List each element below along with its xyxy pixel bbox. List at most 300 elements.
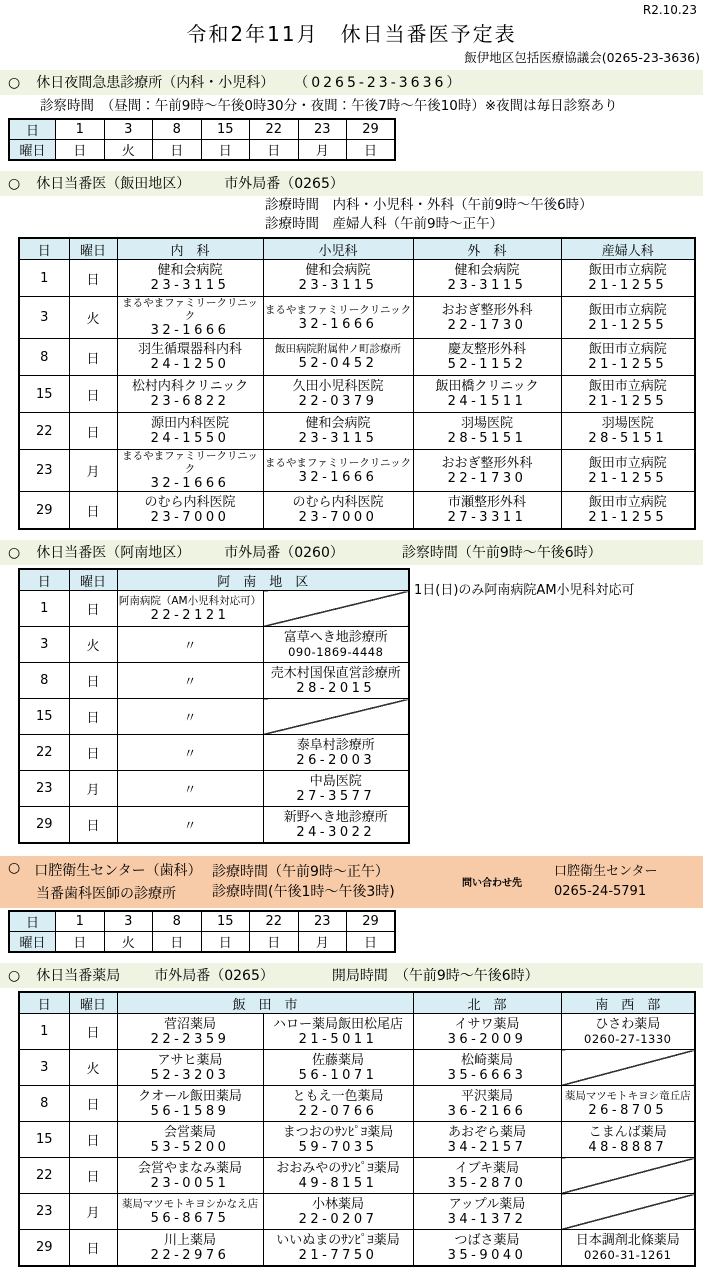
pharmacy-heading: 休日当番薬局 [36,968,121,984]
provider-phone: 27-3311 [447,510,527,525]
col-header-southwest-area: 南 西 部 [561,992,695,1014]
provider-phone: 0260-31-1261 [584,1247,672,1262]
provider-phone: 36-2166 [447,1103,527,1119]
calendar-weekday-cell: 日 [250,932,299,953]
provider-cell [561,297,695,339]
weekday-cell: 日 [69,1122,117,1158]
provider-cell [561,413,695,450]
day-cell: 22 [19,1158,69,1194]
weekday-cell: 日 [69,492,117,530]
table-row [19,699,409,735]
provider-name: 松崎薬局 [461,1052,514,1068]
table-row [19,627,409,663]
provider-phone: 35-6663 [447,1067,527,1083]
provider-phone: 52-0452 [298,356,378,371]
provider-phone: 35-9040 [447,1247,527,1263]
provider-cell [263,1014,413,1050]
provider-name: 慶友整形外科 [447,342,526,357]
weekday-cell: 火 [69,627,117,663]
calendar-day-cell: 15 [201,119,250,140]
ditto-cell: 〃 [117,807,263,844]
day-cell: 1 [19,1014,69,1050]
provider-name: クオール飯田薬局 [138,1088,242,1104]
anan-heading-band [0,540,703,565]
provider-cell [413,260,561,297]
table-row [19,1230,695,1267]
calendar-weekday-cell: 日 [347,140,396,161]
provider-phone: 22-1730 [447,470,527,486]
provider-phone: 48-8887 [588,1139,668,1155]
col-header-weekday: 曜日 [69,992,117,1014]
provider-name: 羽場医院 [601,416,654,431]
provider-name: まつおのｻﾝﾋﾟﾖ薬局 [282,1124,394,1140]
provider-phone: 49-8151 [298,1175,378,1191]
day-cell: 23 [19,450,69,492]
day-cell: 15 [19,376,69,413]
revision-date: R2.10.23 [642,3,697,17]
provider-name: 富草へき地診療所 [283,629,388,645]
calendar-weekday-cell: 日 [56,932,105,953]
col-header-day: 日 [19,238,69,260]
provider-phone: 26-2003 [296,752,376,768]
provider-name: 平沢薬局 [461,1088,514,1104]
provider-cell [263,260,413,297]
table-row [19,339,695,376]
provider-name: 源田内科医院 [150,416,229,431]
section-bullet-icon: ○ [8,860,21,876]
col-header-pediatrics: 小児科 [263,238,413,260]
weekday-cell: 日 [69,376,117,413]
weekday-cell: 日 [69,339,117,376]
provider-name: 飯田市立病院 [588,342,667,357]
provider-phone: 53-5200 [150,1139,230,1155]
calendar-weekday-label: 曜日 [9,140,56,161]
provider-name: 日本調剤北條薬局 [575,1232,680,1248]
day-cell: 29 [19,492,69,530]
provider-phone: 24-1250 [150,357,230,372]
provider-phone: 23-0051 [150,1175,230,1191]
calendar-weekday-row [9,932,395,953]
provider-name: こまんば薬局 [588,1124,667,1140]
provider-name: ハロー薬局飯田松尾店 [273,1016,404,1032]
dental-heading-block [0,860,212,903]
weekday-cell: 日 [69,1230,117,1267]
day-cell: 1 [19,260,69,297]
empty-diagonal-cell [561,1050,695,1086]
provider-name: 売木村国保直営診療所 [270,665,401,681]
section-bullet-icon: ○ [8,968,21,984]
provider-phone: 56-8675 [150,1210,230,1226]
day-cell: 8 [19,339,69,376]
table-row [19,260,695,297]
day-cell: 3 [19,297,69,339]
provider-name: のむら内科医院 [144,495,236,510]
calendar-day-cell: 22 [250,911,299,932]
calendar-day-cell: 1 [56,119,105,140]
weekday-cell: 日 [69,413,117,450]
calendar-weekday-cell: 火 [104,932,153,953]
provider-name: 小林薬局 [312,1196,365,1212]
provider-cell [117,413,263,450]
provider-cell [263,339,413,376]
provider-phone: 23-3115 [298,431,378,446]
provider-cell [263,413,413,450]
col-header-weekday: 曜日 [69,569,117,591]
weekday-cell: 日 [69,591,117,627]
provider-cell [413,1194,561,1230]
provider-cell [413,1050,561,1086]
table-row [19,1086,695,1122]
calendar-day-cell: 29 [347,119,396,140]
provider-phone: 23-3115 [447,278,527,293]
page-title: 令和2年11月 休日当番医予定表 [186,22,517,46]
provider-name: まるやまファミリークリニック [122,297,258,322]
day-cell: 3 [19,1050,69,1086]
provider-cell [263,1230,413,1267]
table-row [19,771,409,807]
table-row [19,1194,695,1230]
provider-cell [561,339,695,376]
provider-name: おおぎ整形外科 [441,302,533,318]
section-bullet-icon: ○ [8,545,21,561]
provider-name: まるやまファミリークリニック [122,450,258,475]
weekday-cell: 日 [69,807,117,844]
calendar-day-row [9,119,395,140]
provider-phone: 27-3577 [296,788,376,804]
weekday-cell: 日 [69,1086,117,1122]
provider-name: 中島医院 [309,773,362,789]
provider-phone: 090-1869-4448 [288,644,384,659]
weekday-cell: 月 [69,450,117,492]
day-cell: 15 [19,1122,69,1158]
provider-phone: 32-1666 [150,323,230,338]
col-header-iida-city: 飯 田 市 [117,992,413,1014]
provider-phone: 21-7750 [298,1247,378,1263]
provider-name: 薬局マツモトキヨシ竜丘店 [564,1089,691,1102]
provider-phone: 21-1255 [588,317,668,333]
day-cell: 22 [19,413,69,450]
provider-cell [263,376,413,413]
provider-phone: 52-1152 [447,357,527,372]
anan-duty-table [18,568,410,844]
provider-phone: 0260-27-1330 [584,1031,672,1046]
provider-cell [117,1086,263,1122]
provider-phone: 22-2121 [150,607,230,623]
provider-phone: 28-5151 [447,431,527,446]
provider-phone: 23-7000 [298,510,378,525]
provider-name: 羽生循環器科内科 [137,342,242,357]
dental-subheading: 当番歯科医師の診療所 [36,886,176,902]
provider-name: 飯田市立病院 [588,455,667,471]
provider-name: 健和会病院 [454,263,520,278]
empty-diagonal-cell [561,1158,695,1194]
dental-section-band [0,856,703,908]
col-header-surgery: 外 科 [413,238,561,260]
provider-phone: 56-1071 [298,1067,378,1083]
provider-name: 薬局マツモトキヨシかなえ店 [121,1197,259,1210]
dental-heading: 口腔衛生センター（歯科） [34,863,202,879]
provider-cell [117,1194,263,1230]
dental-contact-name: 口腔衛生センター [554,863,658,879]
dental-hours-1: 診療時間（午前9時～正午） [212,863,389,880]
calendar-day-cell: 23 [298,119,347,140]
provider-name: 飯田市立病院 [588,263,667,278]
provider-phone: 35-2870 [447,1175,527,1191]
provider-phone: 26-8705 [588,1102,668,1118]
dental-calendar-table [8,910,396,953]
weekday-cell: 日 [69,260,117,297]
weekday-cell: 月 [69,771,117,807]
provider-cell [561,1086,695,1122]
calendar-weekday-cell: 日 [201,140,250,161]
col-header-weekday: 曜日 [69,238,117,260]
provider-cell [413,1122,561,1158]
provider-cell [413,1230,561,1267]
night-clinic-phone: （0265-23-3636） [294,75,464,91]
provider-name: 健和会病院 [305,263,371,278]
calendar-weekday-cell: 日 [153,932,202,953]
provider-cell [561,450,695,492]
calendar-weekday-row [9,140,395,161]
provider-phone: 21-1255 [588,394,668,409]
table-row [19,450,695,492]
night-clinic-heading: 休日夜間急患診療所（内科・小児科） [36,75,275,91]
provider-name: おおぎ整形外科 [441,455,533,471]
col-header-day: 日 [19,569,69,591]
provider-cell [413,492,561,530]
provider-cell [263,1158,413,1194]
day-cell: 1 [19,591,69,627]
provider-cell [117,1158,263,1194]
day-cell: 23 [19,1194,69,1230]
calendar-weekday-label: 曜日 [9,932,56,953]
provider-cell [263,627,409,663]
provider-name: つばさ薬局 [454,1232,520,1248]
provider-cell [561,1122,695,1158]
issuer-subtitle: 飯伊地区包括医療協議会(0265-23-3636) [464,50,700,65]
table-row [19,1122,695,1158]
provider-name: 新野へき地診療所 [283,809,388,825]
provider-cell [117,450,263,492]
provider-name: 健和会病院 [157,263,223,278]
calendar-weekday-cell: 火 [104,140,153,161]
weekday-cell: 日 [69,699,117,735]
weekday-cell: 火 [69,297,117,339]
provider-phone: 21-1255 [588,510,668,525]
ditto-cell: 〃 [117,663,263,699]
provider-cell [263,1050,413,1086]
provider-cell [413,450,561,492]
pharmacy-duty-table [18,991,696,1267]
calendar-weekday-cell: 日 [250,140,299,161]
provider-cell [117,1122,263,1158]
anan-area-code: 市外局番（0260） [224,545,344,561]
provider-phone: 34-1372 [447,1211,527,1227]
provider-cell [117,1050,263,1086]
weekday-cell: 月 [69,1194,117,1230]
dental-hours-2: 診療時間(午後1時～午後3時) [212,883,395,900]
calendar-day-cell: 8 [153,119,202,140]
empty-diagonal-cell [561,1194,695,1230]
provider-phone: 32-1666 [298,469,378,485]
iida-hours-1: 診療時間 内科・小児科・外科（午前9時～午後6時） [265,197,593,213]
provider-name: 羽場医院 [460,416,513,431]
table-row [19,492,695,530]
provider-cell [561,1230,695,1267]
table-row [19,297,695,339]
day-cell: 15 [19,699,69,735]
provider-phone: 23-3115 [150,278,230,293]
ditto-cell: 〃 [117,771,263,807]
table-row [19,1158,695,1194]
provider-phone: 23-6822 [150,394,230,409]
provider-name: 佐藤薬局 [312,1052,365,1068]
day-cell: 23 [19,771,69,807]
col-header-day: 日 [19,992,69,1014]
calendar-day-cell: 22 [250,119,299,140]
pharmacy-heading-band [0,963,703,988]
calendar-weekday-cell: 日 [347,932,396,953]
pharmacy-header-row [19,992,695,1014]
provider-cell [561,260,695,297]
provider-name: ともえ一色薬局 [292,1088,384,1104]
provider-cell [413,376,561,413]
iida-heading: 休日当番医（飯田地区） [36,176,191,192]
calendar-weekday-cell: 日 [56,140,105,161]
day-cell: 8 [19,1086,69,1122]
iida-heading-band [0,171,703,196]
provider-phone: 28-2015 [296,680,376,696]
night-clinic-calendar-table [8,118,396,161]
empty-diagonal-cell [263,699,409,735]
calendar-weekday-cell: 日 [201,932,250,953]
provider-cell [263,1086,413,1122]
pharmacy-table-body [19,1014,695,1267]
ditto-cell: 〃 [117,735,263,771]
provider-phone: 24-1550 [150,431,230,446]
iida-header-row [19,238,695,260]
provider-cell [117,339,263,376]
table-row [19,1050,695,1086]
provider-name: まるやまファミリークリニック [264,303,412,316]
provider-cell [413,1086,561,1122]
provider-cell [117,376,263,413]
calendar-weekday-cell: 月 [298,932,347,953]
provider-cell [117,260,263,297]
provider-phone: 32-1666 [150,476,230,491]
provider-name: イブキ薬局 [454,1160,520,1176]
night-clinic-hours: 診察時間 （昼間：午前9時～午後0時30分・夜間：午後7時～午後10時）※夜間は毎日診察あり [40,98,618,114]
provider-phone: 59-7035 [298,1139,378,1155]
provider-name: 飯田病院附属仲ノ町診療所 [275,343,401,355]
weekday-cell: 火 [69,1050,117,1086]
weekday-cell: 日 [69,1158,117,1194]
provider-name: アサヒ薬局 [157,1052,223,1068]
table-row [19,1014,695,1050]
provider-cell [561,492,695,530]
ditto-cell: 〃 [117,699,263,735]
provider-phone: 21-1255 [588,470,668,486]
provider-name: イサワ薬局 [454,1016,520,1032]
table-row [19,735,409,771]
provider-phone: 56-1589 [150,1103,230,1119]
provider-name: 菅沼薬局 [163,1016,216,1032]
provider-name: 久田小児科医院 [292,379,384,394]
provider-phone: 21-1255 [588,278,668,293]
provider-cell [117,297,263,339]
anan-heading: 休日当番医（阿南地区） [36,545,191,561]
calendar-day-cell: 15 [201,911,250,932]
night-clinic-heading-band [0,70,703,95]
dental-contact-phone: 0265-24-5791 [554,883,647,899]
provider-cell [263,663,409,699]
provider-name: 健和会病院 [305,416,371,431]
col-header-anan-district: 阿 南 地 区 [117,569,409,591]
provider-phone: 22-0379 [298,394,378,409]
empty-diagonal-cell [263,591,409,627]
calendar-day-cell: 1 [56,911,105,932]
provider-phone: 52-3203 [150,1067,230,1083]
provider-phone: 23-7000 [150,510,230,525]
calendar-day-cell: 23 [298,911,347,932]
calendar-day-cell: 29 [347,911,396,932]
dental-hours-block [212,862,462,902]
provider-cell [413,413,561,450]
weekday-cell: 日 [69,663,117,699]
provider-phone: 22-1730 [447,317,527,333]
provider-cell [263,807,409,844]
provider-cell [117,492,263,530]
provider-cell [263,1194,413,1230]
iida-table-body [19,260,695,530]
provider-cell [561,1014,695,1050]
calendar-day-cell: 3 [104,119,153,140]
iida-hours-2: 診療時間 産婦人科（午前9時～正午） [265,216,504,232]
table-row [19,663,409,699]
weekday-cell: 日 [69,1014,117,1050]
dental-contact-label: 問い合わせ先 [462,878,522,889]
calendar-weekday-cell: 月 [298,140,347,161]
anan-table-body [19,591,409,844]
provider-cell [561,376,695,413]
day-cell: 29 [19,807,69,844]
col-header-north-area: 北 部 [413,992,561,1014]
provider-name: 飯田市立病院 [588,495,667,510]
provider-name: 飯田市立病院 [588,379,667,394]
iida-duty-table [18,237,696,530]
provider-phone: 24-1511 [447,394,527,409]
day-cell: 8 [19,663,69,699]
provider-cell [117,591,263,627]
calendar-day-cell: 8 [153,911,202,932]
provider-phone: 24-3022 [296,824,376,840]
provider-cell [263,297,413,339]
provider-phone: 22-0207 [298,1211,378,1227]
provider-name: 川上薬局 [163,1232,216,1248]
ditto-cell: 〃 [117,627,263,663]
provider-phone: 22-2976 [150,1247,230,1263]
provider-phone: 22-2359 [150,1031,230,1047]
provider-name: いいぬまのｻﾝﾋﾟﾖ薬局 [276,1232,400,1248]
provider-name: 飯田橋クリニック [435,379,539,394]
calendar-day-label: 日 [9,911,56,932]
table-row [19,376,695,413]
provider-name: ひさわ薬局 [595,1016,661,1032]
provider-name: 会営やまなみ薬局 [137,1160,242,1176]
provider-cell [413,339,561,376]
provider-name: のむら内科医院 [292,495,384,510]
day-cell: 3 [19,627,69,663]
